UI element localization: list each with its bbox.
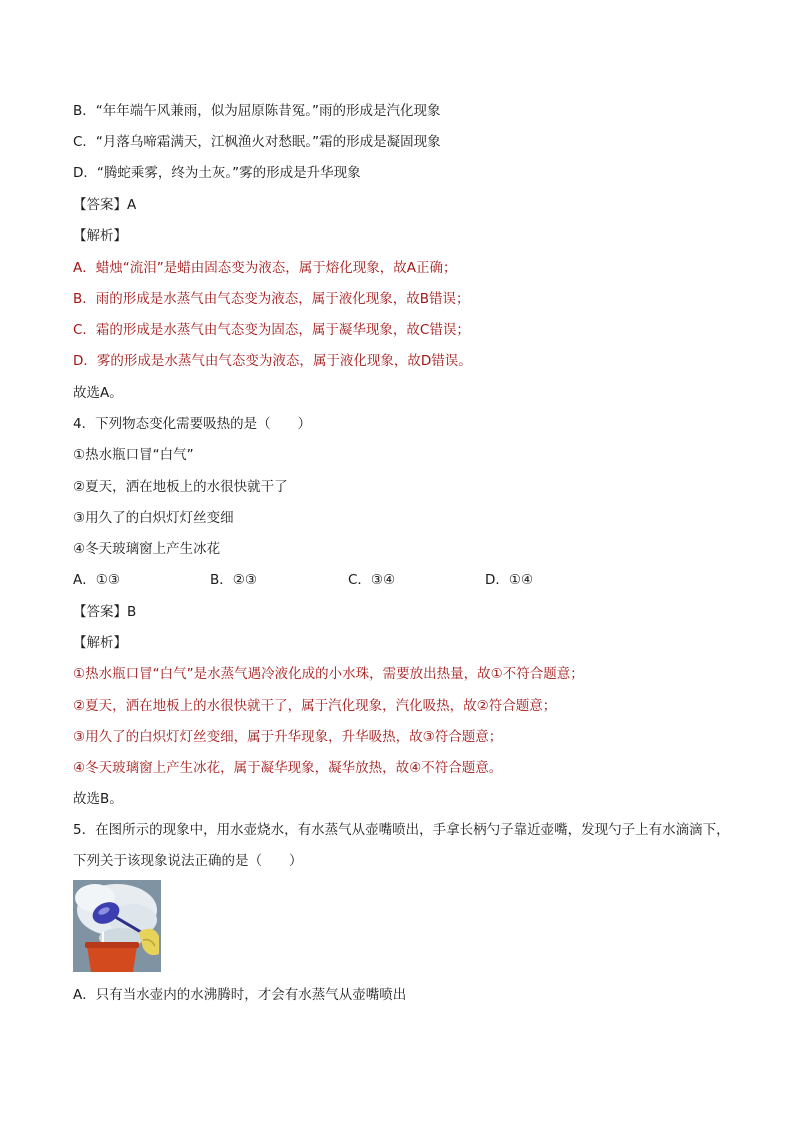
q3-option-c: C．“月落乌啼霜满天，江枫渔火对愁眠。”霜的形成是凝固现象 — [73, 134, 441, 150]
q5-stem: 5．在图所示的现象中，用水壶烧水，有水蒸气从壶嘴喷出，手拿长柄勺子靠近壶嘴，发现勺子上有水滴滴下，下列关于该现象说法正确的是（ ） — [73, 822, 730, 869]
q4-item-3: ③用久了的白炽灯灯丝变细 — [73, 510, 234, 526]
q4-option-d: D．①④ — [485, 572, 534, 588]
q4-option-c: C．③④ — [348, 572, 396, 588]
q4-item-2: ②夏天，洒在地板上的水很快就干了 — [73, 479, 288, 495]
q3-option-d: D．“腾蛇乘雾，终为土灰。”雾的形成是升华现象 — [73, 165, 361, 181]
q5-option-a: A．只有当水壶内的水沸腾时，才会有水蒸气从壶嘴喷出 — [73, 987, 407, 1003]
q3-analysis-label: 【解析】 — [73, 228, 127, 244]
q3-option-b: B．“年年端午风兼雨，似为屈原陈昔冤。”雨的形成是汽化现象 — [73, 103, 441, 119]
q3-answer: 【答案】A — [73, 197, 137, 213]
q3-analysis-b: B．雨的形成是水蒸气由气态变为液态，属于液化现象，故B错误； — [73, 291, 470, 307]
q4-item-4: ④冬天玻璃窗上产生冰花 — [73, 541, 221, 557]
q3-conclusion: 故选A。 — [73, 385, 123, 401]
q4-analysis-4: ④冬天玻璃窗上产生冰花，属于凝华现象，凝华放热，故④不符合题意。 — [73, 760, 503, 776]
q4-option-b: B．②③ — [210, 572, 257, 588]
q4-answer: 【答案】B — [73, 604, 137, 620]
kettle-spoon-figure — [73, 880, 161, 972]
q4-option-a: A．①③ — [73, 572, 120, 588]
q4-stem: 4．下列物态变化需要吸热的是（ ） — [73, 416, 312, 432]
q4-analysis-2: ②夏天，洒在地板上的水很快就干了，属于汽化现象，汽化吸热，故②符合题意； — [73, 698, 557, 714]
q3-analysis-a: A．蜡烛“流泪”是蜡由固态变为液态，属于熔化现象，故A正确； — [73, 260, 457, 276]
q4-analysis-3: ③用久了的白炽灯灯丝变细，属于升华现象，升华吸热，故③符合题意； — [73, 729, 503, 745]
q4-analysis-label: 【解析】 — [73, 635, 127, 651]
kettle-spoon-image-icon — [73, 880, 161, 972]
q3-analysis-c: C．霜的形成是水蒸气由气态变为固态，属于凝华现象，故C错误； — [73, 322, 470, 338]
q4-conclusion: 故选B。 — [73, 791, 123, 807]
q4-options-row — [73, 571, 673, 589]
q4-analysis-1: ①热水瓶口冒“白气”是水蒸气遇冷液化成的小水珠，需要放出热量，故①不符合题意； — [73, 666, 584, 682]
q4-item-1: ①热水瓶口冒“白气” — [73, 447, 194, 463]
q3-analysis-d: D．雾的形成是水蒸气由气态变为液态，属于液化现象，故D错误。 — [73, 353, 472, 369]
